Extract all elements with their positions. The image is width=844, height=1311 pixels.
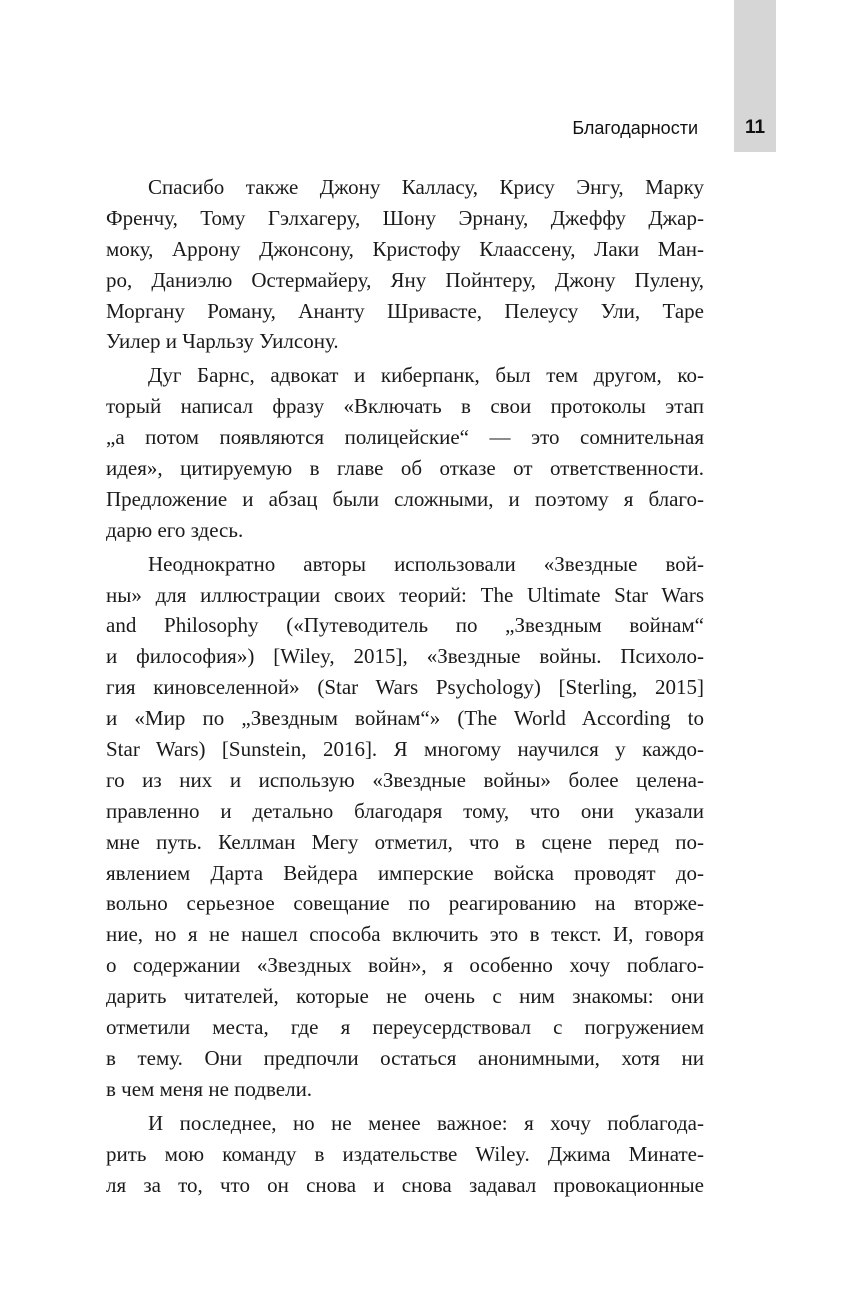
text-line: дарю его здесь. xyxy=(106,517,244,542)
text-line: вольно серьезное совещание по реагированию на вторже- xyxy=(106,891,704,916)
text-line: и «Мир по „Звездным войнам“» (The World According to xyxy=(106,706,704,731)
text-line: в чем меня не подвели. xyxy=(106,1076,313,1101)
body-text xyxy=(106,172,704,1200)
text-line: ние, но я не нашел способа включить это в текст. И, говоря xyxy=(106,922,704,947)
text-line: Предложение и абзац были сложными, и поэтому я благо- xyxy=(106,486,704,511)
text-line: Френчу, Тому Гэлхагеру, Шону Эрнану, Джеффу Джар- xyxy=(106,205,704,230)
text-line: Неоднократно авторы использовали «Звездные вой- xyxy=(148,551,704,576)
text-line: отметили места, где я переусердствовал с погружением xyxy=(106,1015,704,1040)
text-line: дарить читателей, которые не очень с ним знакомы: они xyxy=(106,984,704,1009)
text-line: ны» для иллюстрации своих теорий: The Ultimate Star Wars xyxy=(106,582,704,607)
text-line: идея», цитируемую в главе об отказе от ответственности. xyxy=(106,456,704,481)
text-line: торый написал фразу «Включать в свои протоколы этап xyxy=(106,394,704,419)
paragraph xyxy=(106,1108,704,1201)
paragraph xyxy=(106,549,704,1105)
text-line: и философия») [Wiley, 2015], «Звездные войны. Психоло- xyxy=(106,644,704,669)
page-number: 11 xyxy=(744,117,766,138)
text-line: го из них и использую «Звездные войны» более целена- xyxy=(106,767,704,792)
text-line: гия киновселенной» (Star Wars Psychology) [Sterling, 2015] xyxy=(106,675,704,700)
text-line: Спасибо также Джону Калласу, Крису Энгу, Марку xyxy=(148,175,704,199)
paragraph xyxy=(106,172,704,357)
text-line: И последнее, но не менее важное: я хочу поблагода- xyxy=(148,1110,704,1135)
text-line: „а потом появляются полицейские“ — это сомнительная xyxy=(106,425,704,450)
text-line: and Philosophy («Путеводитель по „Звездным войнам“ xyxy=(106,613,704,638)
text-line: Уилер и Чарльзу Уилсону. xyxy=(106,329,339,354)
text-line: явлением Дарта Вейдера имперские войска проводят до- xyxy=(106,860,704,885)
text-line: Дуг Барнс, адвокат и киберпанк, был тем другом, ко- xyxy=(148,363,704,388)
text-line: моку, Аррону Джонсону, Кристофу Клаассену, Лаки Ман- xyxy=(106,236,704,261)
text-line: Моргану Роману, Ананту Шривасте, Пелеусу Ули, Таре xyxy=(106,298,704,323)
text-line: мне путь. Келлман Мегу отметил, что в сцене перед по- xyxy=(106,829,704,854)
text-line: ро, Даниэлю Остермайеру, Яну Пойнтеру, Джону Пулену, xyxy=(106,267,704,292)
text-line: Star Wars) [Sunstein, 2016]. Я многому научился у каждо- xyxy=(106,737,704,762)
paragraph xyxy=(106,360,704,545)
text-line: о содержании «Звездных войн», я особенно хочу поблаго- xyxy=(106,953,704,978)
text-line: ля за то, что он снова и снова задавал провокационные xyxy=(106,1172,704,1197)
text-line: рить мою команду в издательстве Wiley. Джима Минате- xyxy=(106,1141,704,1166)
text-line: в тему. Они предпочли остаться анонимными, хотя ни xyxy=(106,1045,704,1070)
running-head: Благодарности xyxy=(572,118,698,138)
text-line: правленно и детально благодаря тому, что они указали xyxy=(106,798,704,823)
